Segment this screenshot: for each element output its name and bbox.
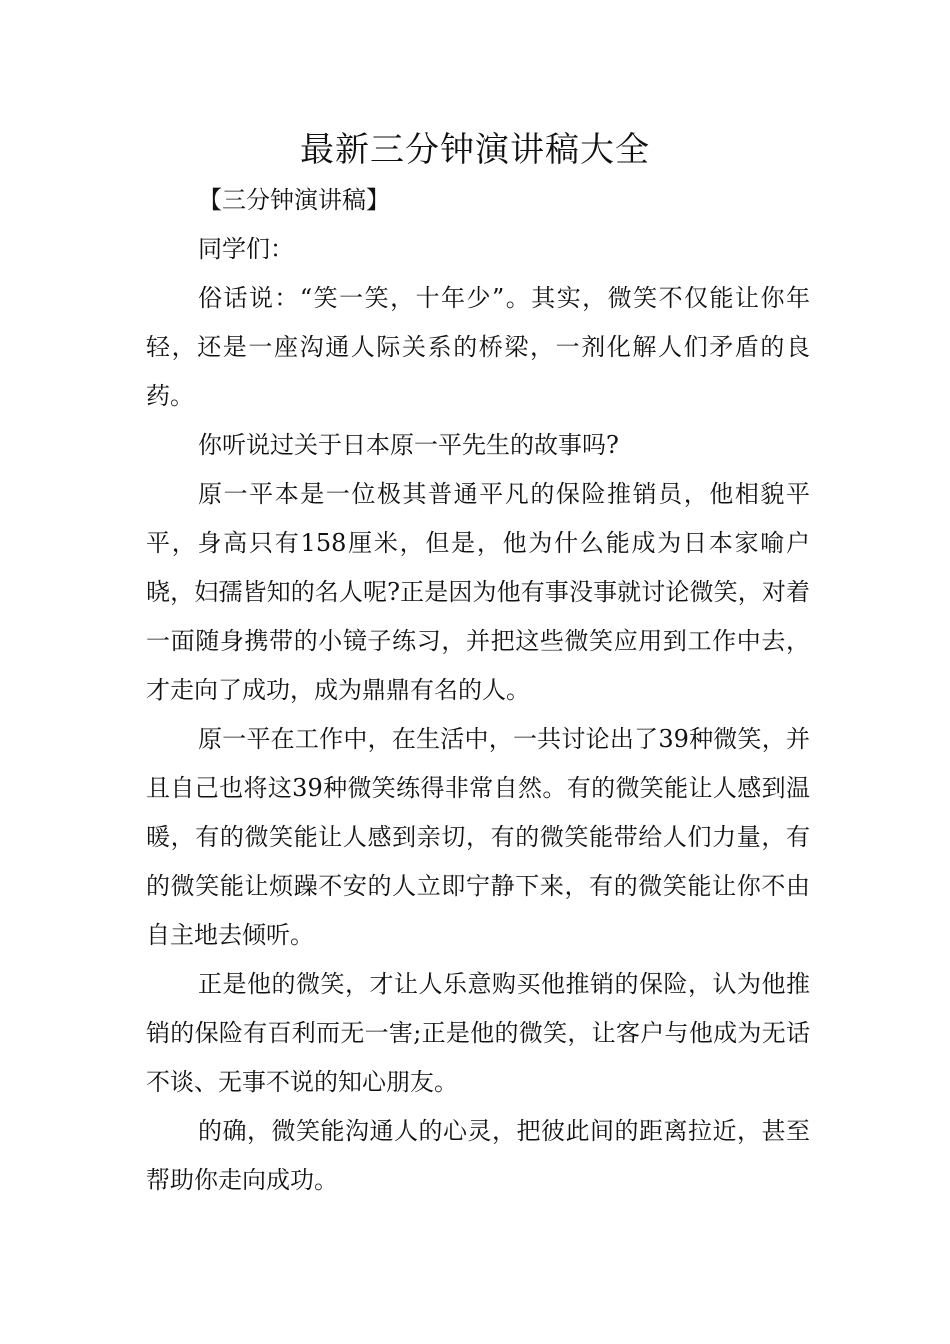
- section-heading: 【三分钟演讲稿】: [198, 186, 390, 214]
- paragraph: 俗话说：“笑一笑，十年少”。其实，微笑不仅能让你年轻，还是一座沟通人际关系的桥梁，一剂化解人们矛盾的良药。: [146, 284, 810, 410]
- document-title: 最新三分钟演讲稿大全: [300, 130, 650, 170]
- paragraph: 的确，微笑能沟通人的心灵，把彼此间的距离拉近，甚至帮助你走向成功。: [146, 1117, 810, 1194]
- paragraph: 你听说过关于日本原一平先生的故事吗?: [198, 431, 619, 459]
- paragraph: 正是他的微笑，才让人乐意购买他推销的保险，认为他推销的保险有百利而无一害;正是他的微笑，让客户与他成为无话不谈、无事不说的知心朋友。: [146, 970, 810, 1096]
- paragraph: 原一平在工作中，在生活中，一共讨论出了39种微笑，并且自己也将这39种微笑练得非常自然。有的微笑能让人感到温暖，有的微笑能让人感到亲切，有的微笑能带给人们力量，有的微笑能让烦躁不安的人立即宁静下来，有的微笑能让你不由自主地去倾听。: [146, 725, 810, 949]
- paragraph: 原一平本是一位极其普通平凡的保险推销员，他相貌平平，身高只有158厘米，但是，他为什么能成为日本家喻户晓，妇孺皆知的名人呢?正是因为他有事没事就讨论微笑，对着一面随身携带的小镜子练习，并把这些微笑应用到工作中去，才走向了成功，成为鼎鼎有名的人。: [146, 480, 810, 704]
- salutation: 同学们：: [198, 235, 294, 263]
- document-body: [146, 176, 810, 1205]
